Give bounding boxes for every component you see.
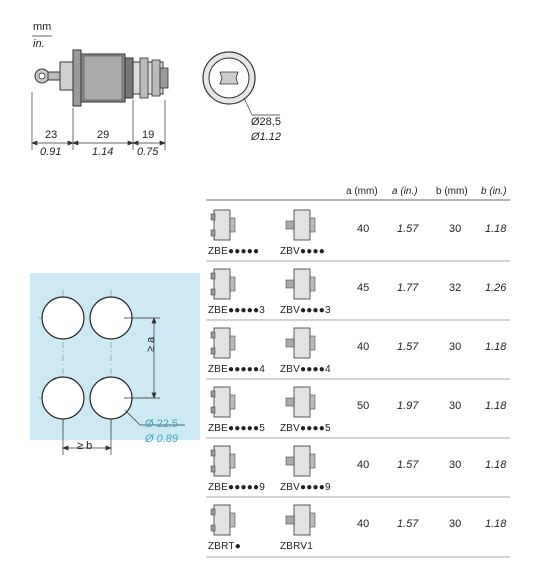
cell-b-mm: 32 [449, 282, 462, 294]
cell-a-in: 1.57 [397, 223, 419, 235]
part-code-ze: ZBE●●●●●9 [208, 482, 266, 493]
unit-metric: mm [33, 21, 52, 33]
header-b-in: b (in.) [481, 186, 507, 197]
cell-b-mm: 30 [449, 518, 462, 530]
dim-3-mm: 19 [142, 129, 155, 141]
contact-block-icon [211, 387, 235, 417]
cell-a-in: 1.57 [397, 518, 419, 530]
light-block-icon [286, 446, 315, 476]
cell-b-in: 1.18 [485, 400, 507, 412]
hole-diameter-mm: Ø 22.5 [145, 418, 179, 430]
cell-b-mm: 30 [449, 223, 462, 235]
cell-a-in: 1.97 [397, 400, 419, 412]
contact-block-icon [211, 328, 235, 358]
header-b-mm: b (mm) [436, 186, 468, 197]
cell-b-in: 1.26 [485, 282, 507, 294]
part-code-zv: ZBV●●●●5 [280, 423, 331, 434]
cell-b-in: 1.18 [485, 459, 507, 471]
cell-a-in: 1.57 [397, 341, 419, 353]
hole-diameter-in: Ø 0.89 [145, 433, 179, 445]
part-code-ze: ZBRT● [208, 541, 241, 552]
part-code-zv: ZBRV1 [280, 541, 314, 552]
dim-3-in: 0.75 [137, 146, 159, 158]
cell-a-mm: 40 [357, 223, 370, 235]
part-code-zv: ZBV●●●● [280, 246, 326, 257]
dim-2-in: 1.14 [92, 146, 114, 158]
contact-block-icon [211, 210, 235, 240]
part-code-ze: ZBE●●●●● [208, 246, 260, 257]
dim-1-in: 0.91 [40, 146, 62, 158]
cell-b-in: 1.18 [485, 518, 507, 530]
cell-a-in: 1.57 [397, 459, 419, 471]
cell-a-in: 1.77 [397, 282, 419, 294]
part-code-ze: ZBE●●●●●3 [208, 305, 266, 316]
cell-a-mm: 45 [357, 282, 370, 294]
front-diameter-mm: Ø28,5 [251, 116, 281, 128]
cell-a-mm: 40 [357, 459, 370, 471]
unit-imperial: in. [33, 38, 45, 50]
contact-block-icon [211, 446, 235, 476]
part-code-zv: ZBV●●●●9 [280, 482, 331, 493]
part-code-zv: ZBV●●●●4 [280, 364, 331, 375]
cell-b-in: 1.18 [485, 341, 507, 353]
cell-a-mm: 40 [357, 341, 370, 353]
spacing-a-label: ≥ a [145, 336, 157, 352]
front-diameter-in: Ø1.12 [251, 131, 281, 143]
dim-1-mm: 23 [45, 129, 58, 141]
light-block-icon [286, 210, 315, 240]
dim-2-mm: 29 [97, 129, 110, 141]
cell-a-mm: 40 [357, 518, 370, 530]
cell-b-in: 1.18 [485, 223, 507, 235]
cell-b-mm: 30 [449, 400, 462, 412]
cell-a-mm: 50 [357, 400, 370, 412]
part-code-zv: ZBV●●●●3 [280, 305, 331, 316]
cell-b-mm: 30 [449, 341, 462, 353]
light-block-icon [286, 505, 315, 535]
contact-block-icon [211, 505, 235, 535]
part-code-ze: ZBE●●●●●5 [208, 423, 266, 434]
part-code-ze: ZBE●●●●●4 [208, 364, 266, 375]
header-a-in: a (in.) [392, 186, 418, 197]
light-block-icon [286, 387, 315, 417]
header-a-mm: a (mm) [346, 186, 378, 197]
light-block-icon [286, 328, 315, 358]
contact-block-icon [211, 269, 235, 299]
cell-b-mm: 30 [449, 459, 462, 471]
light-block-icon [286, 269, 315, 299]
spacing-b-label: ≥ b [77, 440, 93, 452]
